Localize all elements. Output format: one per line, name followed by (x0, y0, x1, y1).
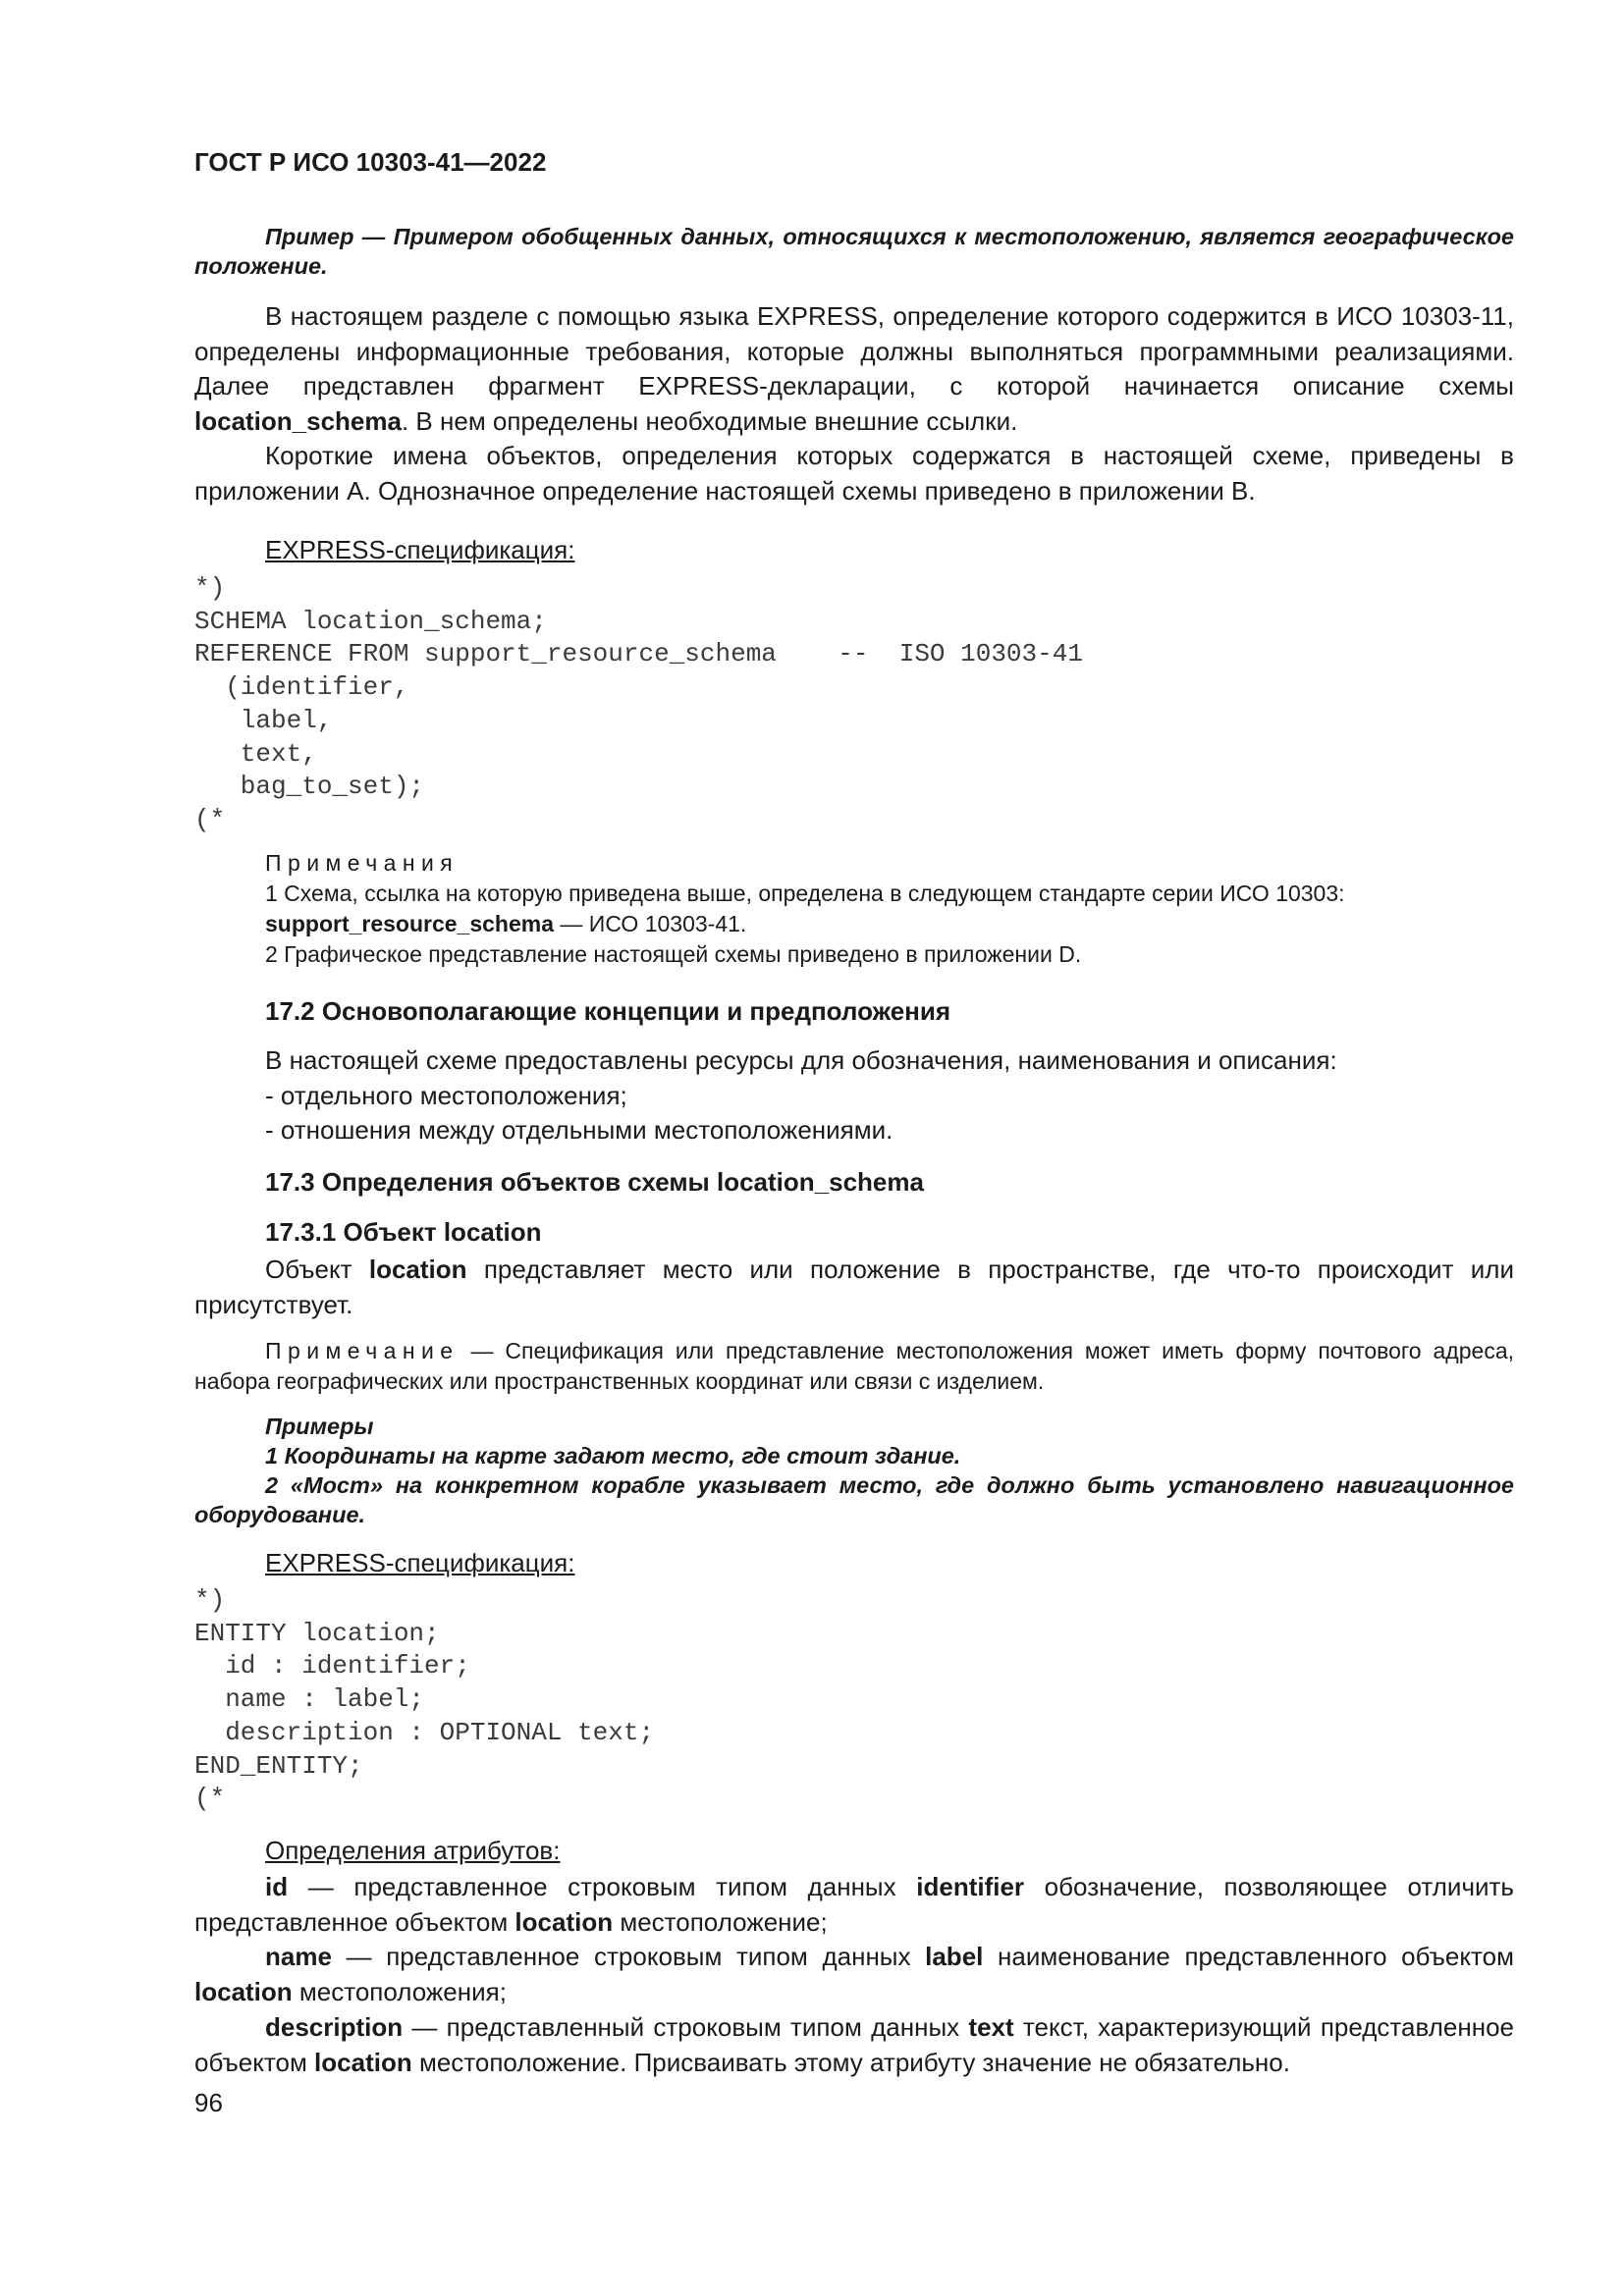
text-run: представляет место или положение в пространстве, где что-то происходит или присутствует. (194, 1255, 1514, 1319)
attribute-name: id (265, 1872, 289, 1901)
example-2: 2 «Мост» на конкретном корабле указывает место, где должно быть установлено навигационное оборудование. (194, 1472, 1514, 1527)
text-run: — ИСО 10303-41. (554, 911, 747, 936)
intro-example: Пример — Примером обобщенных данных, относящихся к местоположению, является географическое положение. (194, 224, 1514, 279)
express-spec-label-2: EXPRESS-спецификация: (265, 1548, 575, 1577)
example-1: 1 Координаты на карте задают место, где стоит здание. (265, 1443, 961, 1468)
schema-name: support_resource_schema (265, 911, 555, 936)
express-code-block-2: *) ENTITY location; id : identifier; name : label; description : OPTIONAL text; END_ENTITY; (* (194, 1585, 655, 1814)
entity-name: location (514, 1906, 614, 1937)
type-name: text (968, 2012, 1014, 2042)
schema-name: location_schema (194, 405, 402, 436)
section-17-2-text: В настоящей схеме предоставлены ресурсы для обозначения, наименования и описания: (265, 1045, 1337, 1075)
attribute-name: name (265, 1942, 332, 1971)
entity-name: location (314, 2047, 412, 2077)
attribute-definitions-title: Определения атрибутов: (265, 1836, 561, 1865)
intro-paragraph-2: Короткие имена объектов, определения которых содержатся в настоящей схеме, приведены в приложении А. Однозначное определение настоящей схемы приведено в приложении В. (194, 441, 1514, 506)
text-run: — представленное строковым типом данных (331, 1942, 926, 1971)
section-17-3-1-title: 17.3.1 Объект location (265, 1217, 542, 1247)
attribute-name: description (265, 2012, 404, 2042)
type-name: label (925, 1942, 984, 1971)
text-run: местоположение; (613, 1906, 828, 1937)
text-run: Объект (265, 1255, 369, 1284)
text-run: 1 Схема, ссылка на которую приведена выше, определена в следующем стандарте серии ИСО 10303: (265, 881, 1345, 906)
text-run: — Спецификация или представление местоположения может иметь форму почтового адреса, набора географических или пространственных координат или связи с изделием. (194, 1338, 1514, 1394)
attribute-description-definition (194, 2010, 1514, 2080)
section-17-3-title: 17.3 Определения объектов схемы location_schema (265, 1167, 924, 1197)
document-header: ГОСТ Р ИСО 10303-41—2022 (194, 147, 547, 177)
text-run: — представленный строковым типом данных (403, 2012, 969, 2042)
express-spec-label-1: EXPRESS-спецификация: (265, 535, 575, 564)
text-run: обозначение, позволяющее отличить представленное объектом (194, 1872, 1514, 1937)
note-label: Примечание (265, 1338, 460, 1363)
express-code-block-1: *) SCHEMA location_schema; REFERENCE FROM support_resource_schema -- ISO 10303-41 (identifier, label, text, bag_to_set); (* (194, 573, 1083, 834)
text-run: — представленное строковым типом данных (288, 1872, 917, 1901)
text-run: . В нем определены необходимые внешние ссылки. (401, 405, 1018, 436)
entity-name: location (194, 1976, 293, 2006)
text-run: наименование представленного объектом (983, 1942, 1514, 1971)
text-run: В настоящем разделе с помощью языка EXPRESS, определение которого содержится в ИСО 10303-11, определены информационные требования, которые должны выполняться программными реализациями. Далее представлен фрагмент EXPRESS-декларации, с которой начинается описание схемы (194, 301, 1514, 401)
intro-paragraph-1 (194, 299, 1514, 439)
list-item: - отношения между отдельными местоположениями. (265, 1115, 893, 1146)
list-item: - отдельного местоположения; (265, 1080, 627, 1110)
entity-name: location (368, 1255, 467, 1284)
section-17-3-1-note (194, 1336, 1514, 1397)
page-number: 96 (194, 2088, 223, 2117)
attribute-name-definition (194, 1940, 1514, 2009)
note-1 (265, 879, 1514, 939)
section-17-2-body (265, 1043, 1514, 1148)
examples-block (194, 1412, 1514, 1529)
notes-block-1 (265, 848, 1514, 970)
examples-title: Примеры (265, 1414, 374, 1439)
type-name: identifier (916, 1872, 1025, 1901)
text-run: местоположение. Присваивать этому атрибуту значение не обязательно. (411, 2047, 1290, 2077)
attribute-id-definition (194, 1870, 1514, 1940)
text-run: текст, характеризующий представленное объектом (194, 2012, 1514, 2077)
notes-title: Примечания (265, 850, 460, 876)
text-run: местоположения; (292, 1976, 507, 2006)
section-17-3-1-text (194, 1253, 1514, 1322)
note-2: 2 Графическое представление настоящей схемы приведено в приложении D. (265, 941, 1082, 967)
section-17-2-title: 17.2 Основополагающие концепции и предположения (265, 996, 951, 1026)
